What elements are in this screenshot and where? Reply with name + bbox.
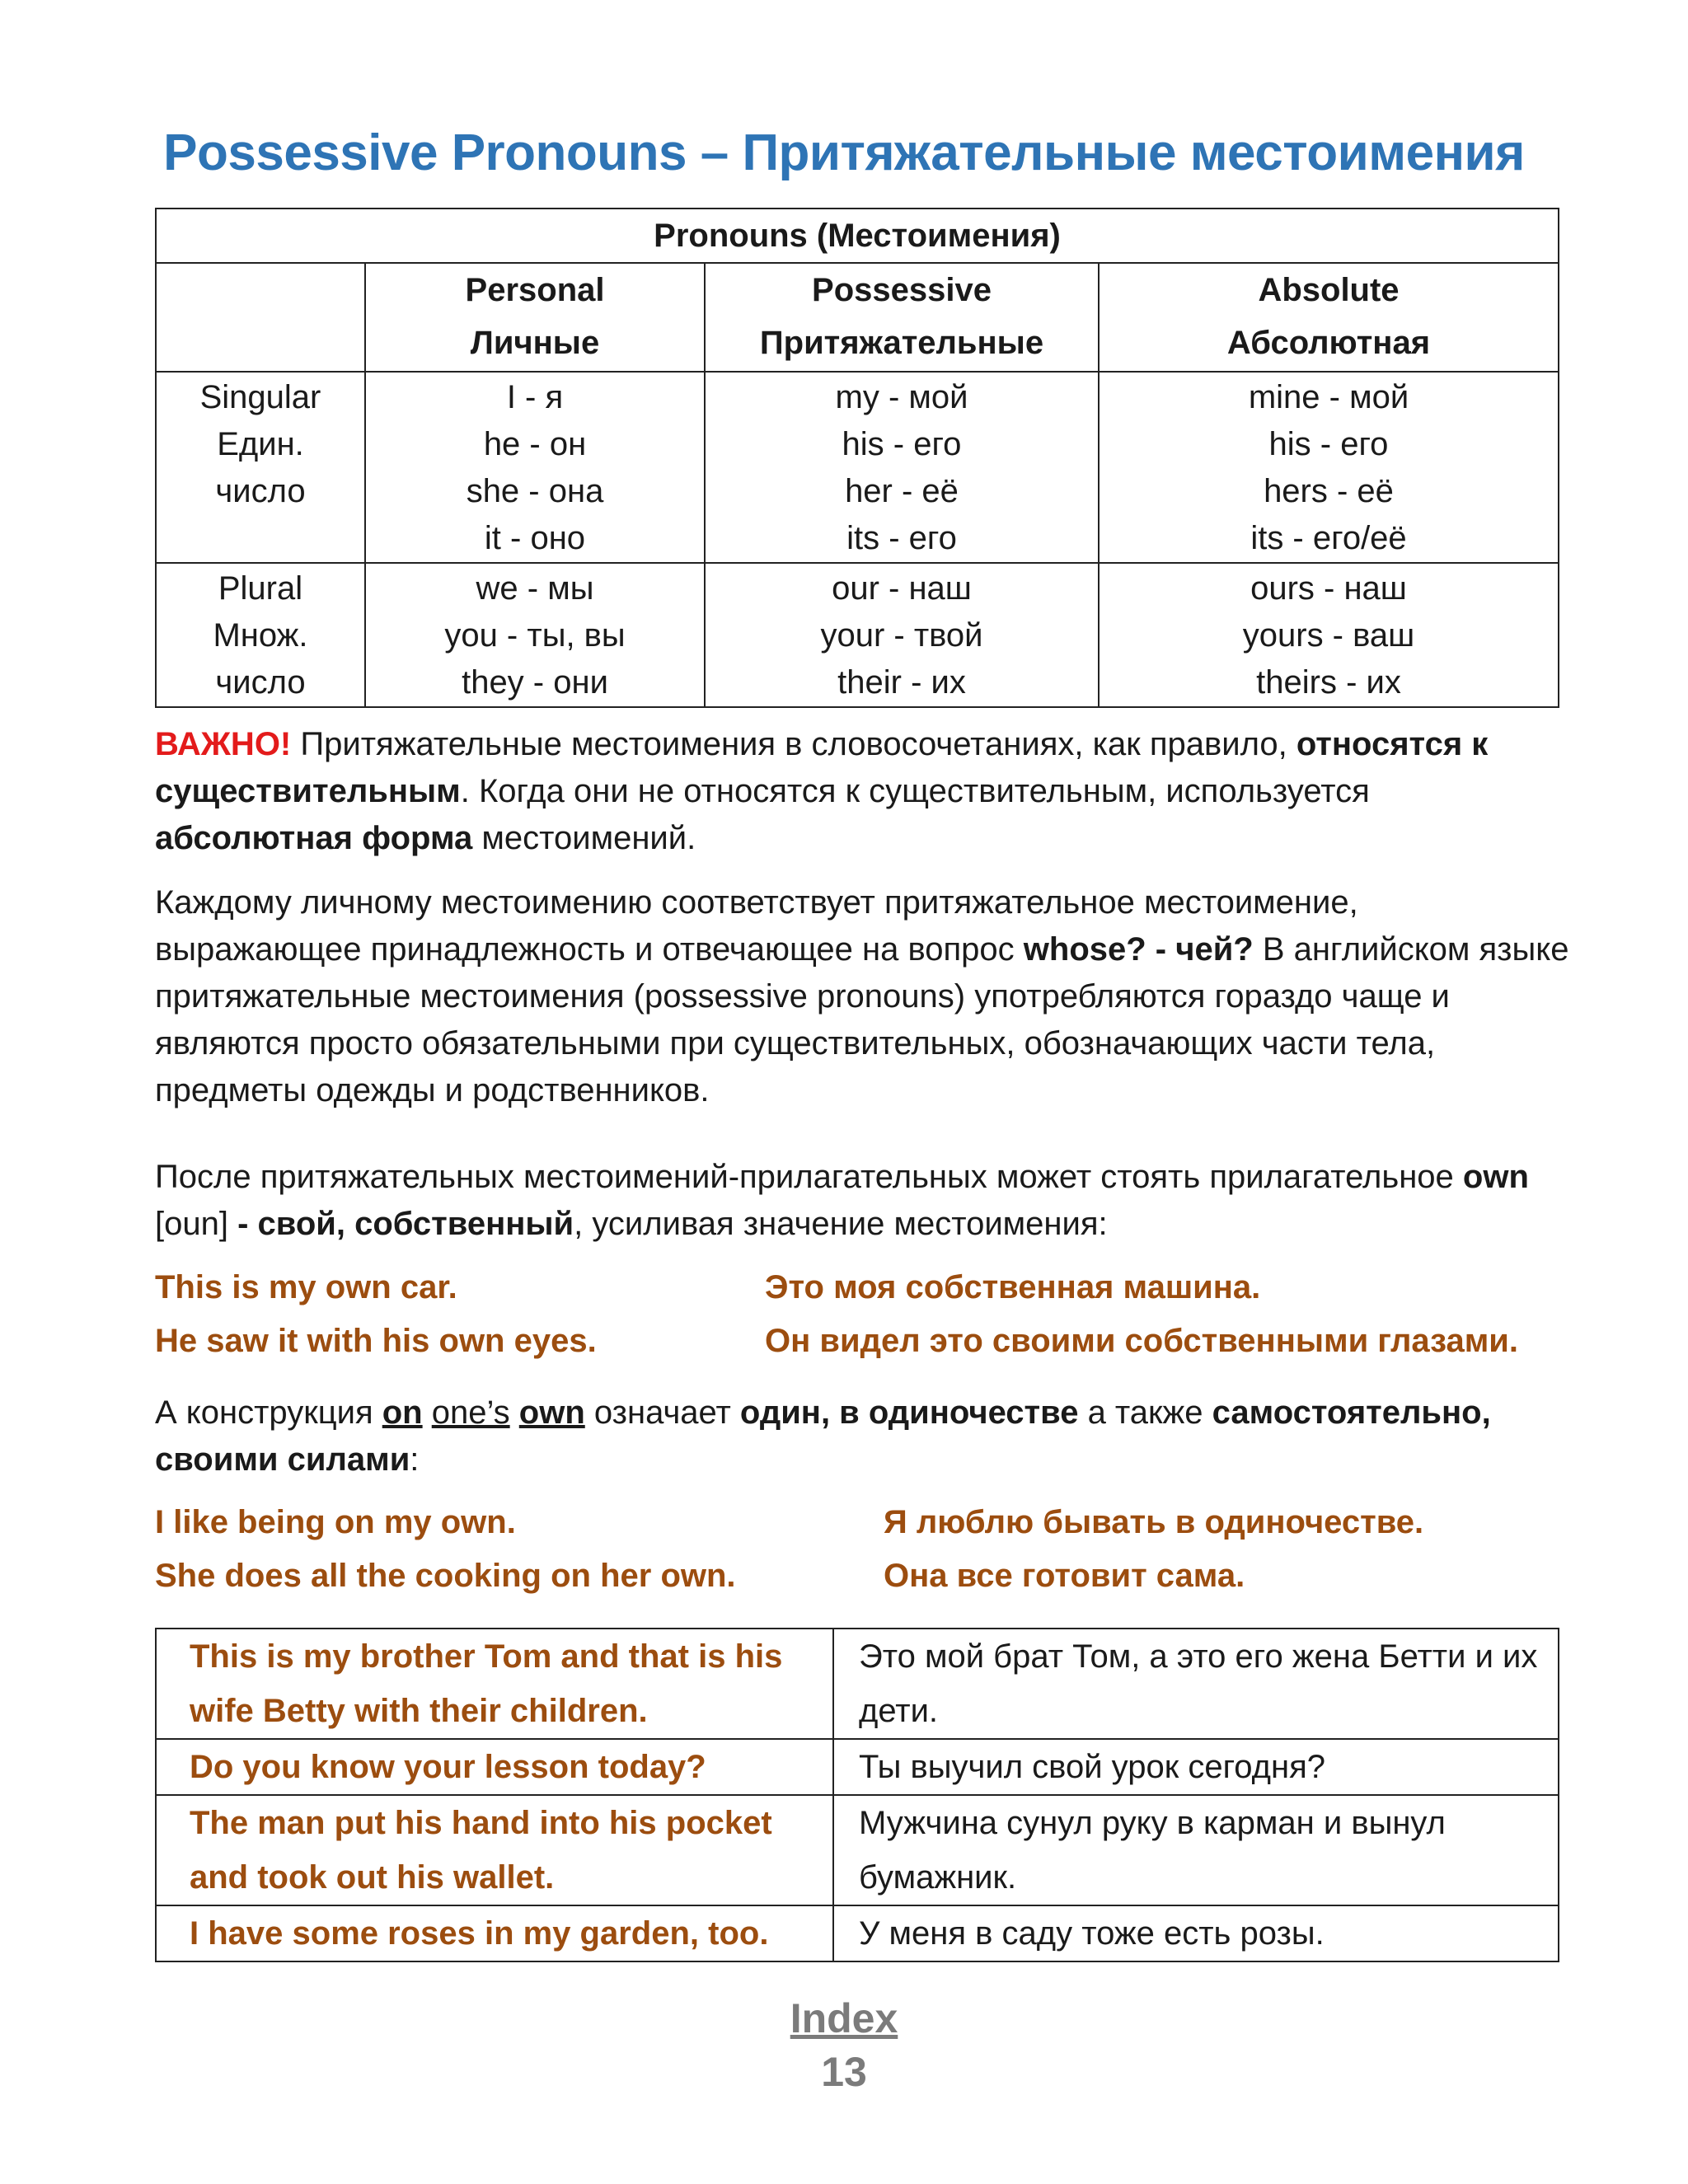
sentences-table [155,1628,1559,1962]
sentence-ru: Мужчина сунул руку в карман и вынул бумажник. [833,1795,1559,1905]
empty-header-cell [156,263,365,372]
sentence-en: This is my brother Tom and that is his wife Betty with their children. [156,1629,833,1739]
table-row [156,1739,1559,1795]
column-header-possessive: Possessive Притяжательные [705,263,1099,372]
sentence-en: Do you know your lesson today? [156,1739,833,1795]
paragraph-possessive-usage: Каждому личному местоимению соответствует притяжательное местоимение, выражающее принадлежность и отвечающее на вопрос whose? - чей? В английском языке притяжательные местоимения (possessive pronouns) употребляются гораздо чаще и являются просто обязательными при существительных, обозначающих части тела, предметы одежды и родственников. [155,884,1569,1108]
example-en: I like being on my own. [155,1504,516,1540]
table-header: Pronouns (Местоимения) [156,209,1559,263]
table-row [156,1795,1559,1905]
example-ru: Он видел это своими собственными глазами. [765,1323,1519,1359]
column-header-personal: Personal Личные [365,263,705,372]
example-en: He saw it with his own eyes. [155,1323,597,1359]
example-en: She does all the cooking on her own. [155,1558,736,1594]
sentence-ru: Это мой брат Том, а это его жена Бетти и их дети. [833,1629,1559,1739]
example-ru: Я люблю бывать в одиночестве. [884,1504,1424,1540]
paragraph-on-ones-own: А конструкция on one’s own означает один, в одиночестве а также самостоятельно, своими силами: [155,1394,1491,1478]
table-row [156,1905,1559,1961]
paragraph-own: После притяжательных местоимений-прилагательных может стоять прилагательное own [oun] - свой, собственный, усиливая значение местоимения: [155,1159,1529,1242]
table-row [156,1629,1559,1739]
singular-absolute: mine - мой his - его hers - её its - его/её [1099,372,1559,563]
plural-personal: we - мы you - ты, вы they - они [365,563,705,707]
page-number: 13 [821,2049,867,2095]
example-en: This is my own car. [155,1269,457,1305]
example-ru: Это моя собственная машина. [765,1269,1261,1305]
sentence-ru: У меня в саду тоже есть розы. [833,1905,1559,1961]
index-link[interactable]: Index [790,1995,898,2041]
singular-personal: I - я he - он she - она it - оно [365,372,705,563]
row-label-singular: Singular Един. число [156,372,365,563]
table-row-singular [156,372,1559,563]
example-ru: Она все готовит сама. [884,1558,1245,1594]
column-header-absolute: Absolute Абсолютная [1099,263,1559,372]
important-label: ВАЖНО! [155,726,292,762]
sentence-en: The man put his hand into his pocket and took out his wallet. [156,1795,833,1905]
pronouns-table [155,208,1559,708]
page-title: Possessive Pronouns – Притяжательные местоимения [163,124,1525,181]
sentence-ru: Ты выучил свой урок сегодня? [833,1739,1559,1795]
row-label-plural: Plural Множ. число [156,563,365,707]
important-note: ВАЖНО! Притяжательные местоимения в словосочетаниях, как правило, относятся к существительным. Когда они не относятся к существительным, используется абсолютная форма местоимений. [155,726,1489,856]
plural-absolute: ours - наш yours - ваш theirs - их [1099,563,1559,707]
singular-possessive: my - мой his - его her - её its - его [705,372,1099,563]
plural-possessive: our - наш your - твой their - их [705,563,1099,707]
sentence-en: I have some roses in my garden, too. [156,1905,833,1961]
table-row-plural [156,563,1559,707]
